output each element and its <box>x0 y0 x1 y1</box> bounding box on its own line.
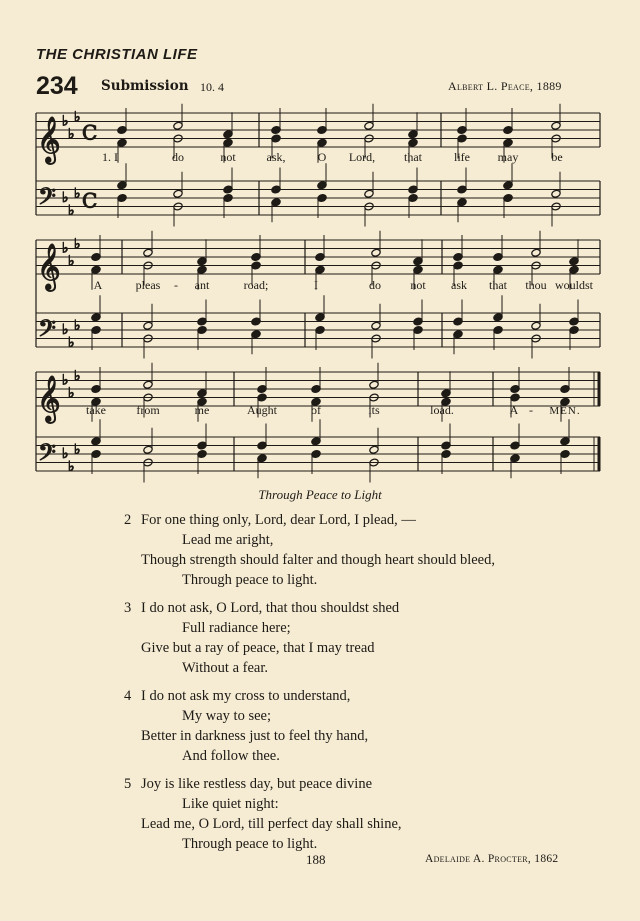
author-initial: A <box>425 853 434 865</box>
lyric-syllable: MEN. <box>549 405 581 417</box>
lyric-syllable: road; <box>243 278 269 292</box>
page-number: 188 <box>306 852 326 867</box>
lyric-syllable: Aught <box>247 403 277 417</box>
stanza-line: My way to see; <box>182 708 271 724</box>
flat-sign: ♭ <box>68 202 75 219</box>
lyric-syllable: ask, <box>266 150 286 164</box>
lyric-syllable: do <box>172 150 184 164</box>
stanza-5 <box>124 774 402 854</box>
stanza-line: Full radiance here; <box>182 620 291 636</box>
stanza-line: Better in darkness just to feel thy hand, <box>141 728 369 744</box>
lyric-syllable: - <box>174 278 178 292</box>
lyric-syllable: of <box>311 403 321 417</box>
lyric-syllable: that <box>404 150 422 164</box>
lyric-syllable: ant <box>194 278 210 292</box>
lyric-syllable: not <box>220 150 236 164</box>
staves <box>36 113 600 471</box>
lyric-syllable: I <box>314 278 318 292</box>
bass-clef: 𝄢 <box>38 314 57 348</box>
author <box>425 853 558 865</box>
composer-name: lbert L. Peace <box>456 79 530 93</box>
lyric-syllable: 1. I <box>102 150 118 164</box>
bass-clef: 𝄢 <box>38 182 57 216</box>
lyric-syllable: do <box>369 278 381 292</box>
lyric-syllable: wouldst <box>554 278 594 292</box>
flat-sign: ♭ <box>62 446 69 462</box>
stanza-line: I do not ask, O Lord, that thou shouldst shed <box>141 600 400 616</box>
flat-sign: ♭ <box>68 253 75 270</box>
treble-clef: 𝄞 <box>37 244 61 290</box>
stanza-line: Lead me aright, <box>182 532 274 548</box>
lyric-syllable: pleas <box>135 278 161 292</box>
flat-sign: ♭ <box>62 190 69 206</box>
stanza-4 <box>124 686 368 766</box>
lyric-syllable: not <box>410 278 426 292</box>
flat-sign: ♭ <box>68 334 75 351</box>
flat-sign: ♭ <box>68 126 75 143</box>
meter: 10. 4 <box>200 80 224 94</box>
lyric-syllable: thou <box>525 278 547 292</box>
stanza-2 <box>124 510 495 590</box>
flat-sign: ♭ <box>74 109 81 126</box>
flat-sign: ♭ <box>68 385 75 402</box>
flat-sign: ♭ <box>62 372 69 389</box>
flat-sign: ♭ <box>62 322 69 338</box>
stanza-3 <box>124 598 399 678</box>
flat-sign: ♭ <box>62 113 69 130</box>
stanza-number: 3 <box>124 600 132 616</box>
stanza-number: 2 <box>124 512 132 528</box>
author-year: , 1862 <box>527 853 559 865</box>
lyric-syllable: load. <box>430 403 454 417</box>
flat-sign: ♭ <box>74 185 81 202</box>
flat-sign: ♭ <box>74 441 81 458</box>
hymn-subtitle: Through Peace to Light <box>258 487 382 502</box>
lyric-syllable: take <box>86 403 106 417</box>
stanza-line: And follow thee. <box>182 748 280 764</box>
treble-clef: 𝄞 <box>37 376 61 422</box>
lyric-syllable: from <box>136 403 160 417</box>
lyric-syllable: Lord, <box>348 150 376 164</box>
treble-clef: 𝄞 <box>37 117 61 163</box>
lyric-syllable: its <box>368 403 380 417</box>
flat-sign: ♭ <box>74 368 81 385</box>
composer-initial: A <box>448 79 457 93</box>
stanza-line: Through peace to light. <box>182 572 318 588</box>
time-signature: C <box>82 120 98 145</box>
lyric-syllable: O <box>317 150 327 164</box>
lyric-syllable: may <box>497 150 519 164</box>
lyrics <box>86 150 594 417</box>
flat-sign: ♭ <box>74 317 81 334</box>
stanza-line: I do not ask my cross to understand, <box>141 688 351 704</box>
author-name: delaide A. Procter <box>433 853 528 865</box>
lyric-syllable: A <box>93 278 103 292</box>
composer-year: , 1889 <box>529 79 562 93</box>
lyric-syllable: life <box>454 150 470 164</box>
lyric-syllable: - <box>529 403 533 417</box>
stanza-line: For one thing only, Lord, dear Lord, I plead, — <box>141 512 416 528</box>
lyric-syllable: me <box>194 403 210 417</box>
hymn-number: 234 <box>36 72 78 100</box>
flat-sign: ♭ <box>68 458 75 475</box>
time-signature: C <box>82 188 98 213</box>
flat-sign: ♭ <box>74 236 81 253</box>
stanza-line: Lead me, O Lord, till perfect day shall shine, <box>141 816 402 832</box>
tune-name: Submission <box>101 78 189 94</box>
stanza-line: Like quiet night: <box>182 796 279 812</box>
stanza-line: Without a fear. <box>182 660 268 676</box>
stanza-line: Though strength should falter and though heart should bleed, <box>141 552 495 568</box>
bass-clef: 𝄢 <box>38 438 57 472</box>
stanza-number: 4 <box>124 688 132 704</box>
lyric-syllable: A <box>509 403 519 417</box>
flat-sign: ♭ <box>62 240 69 257</box>
lyric-syllable: that <box>489 278 507 292</box>
stanza-line: Joy is like restless day, but peace divine <box>141 776 373 792</box>
stanza-line: Give but a ray of peace, that I may tread <box>141 640 375 656</box>
section-title: THE CHRISTIAN LIFE <box>36 46 198 63</box>
lyric-syllable: be <box>551 150 563 164</box>
stanza-number: 5 <box>124 776 132 792</box>
lyric-syllable: ask <box>451 278 467 292</box>
stanza-line: Through peace to light. <box>182 836 318 852</box>
